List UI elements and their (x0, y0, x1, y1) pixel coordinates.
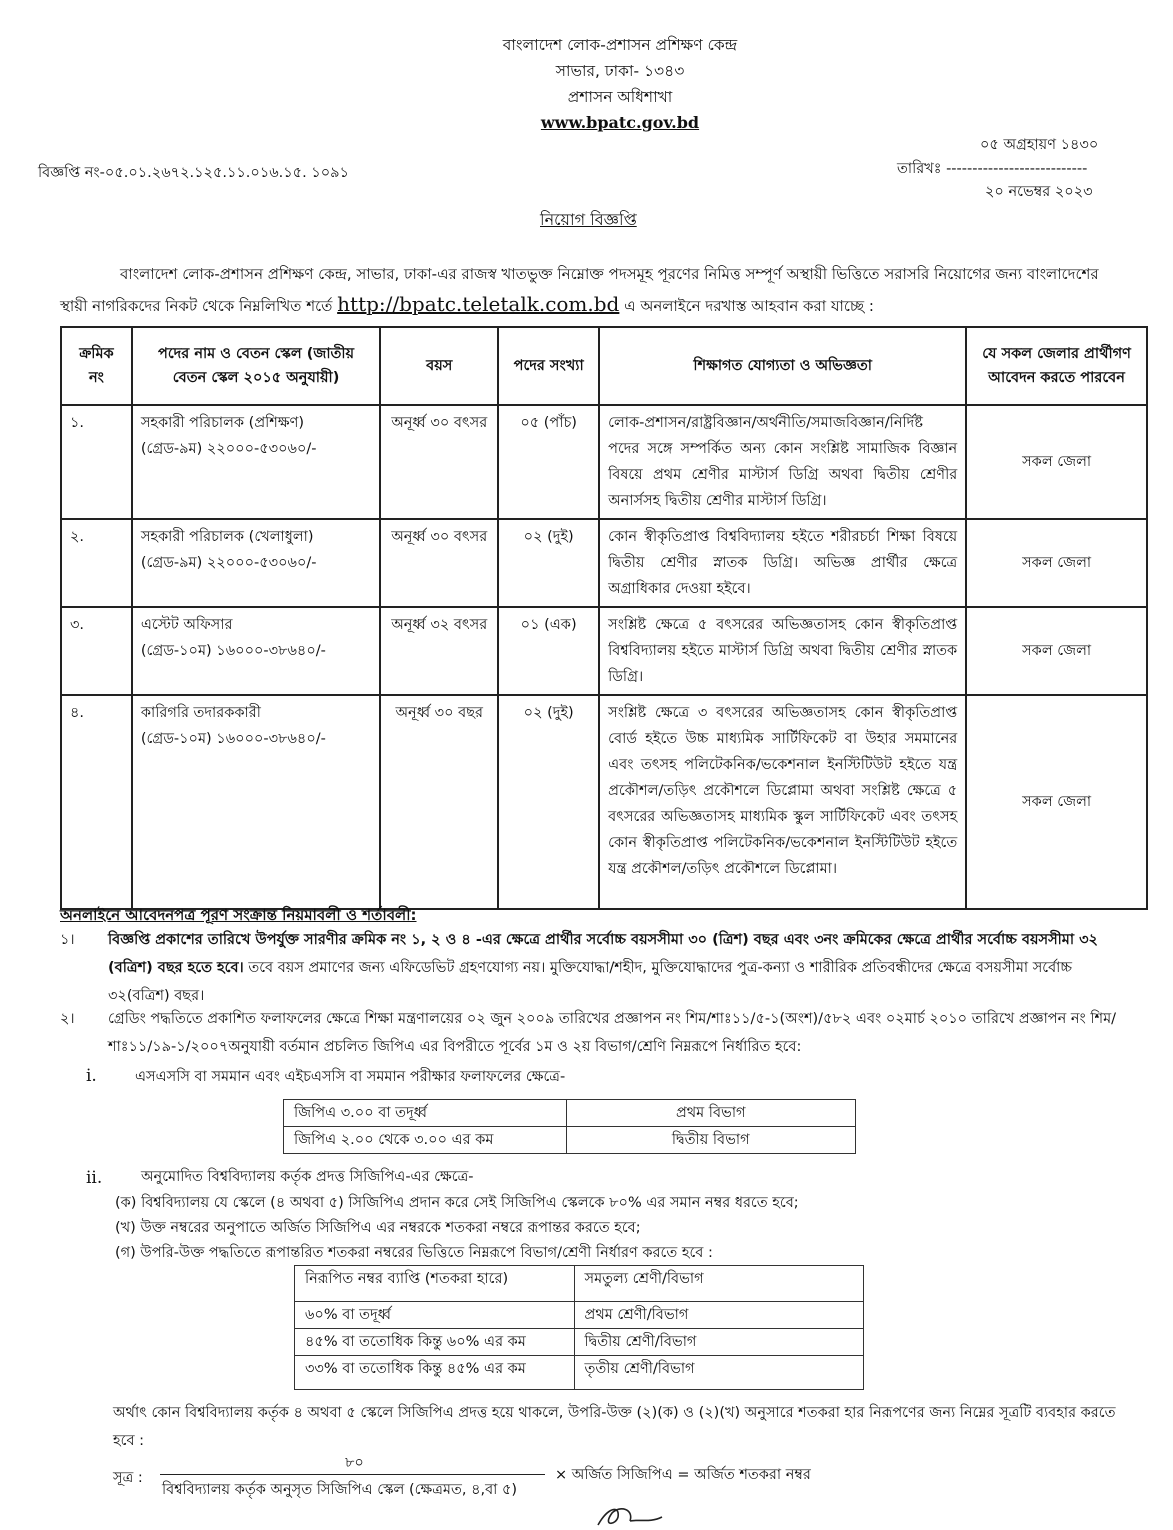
letterhead (0, 32, 1173, 136)
cgpa-range: ৩৩% বা ততোধিক কিন্তু ৪৫% এর কম (295, 1356, 575, 1390)
post-name: সহকারী পরিচালক (প্রশিক্ষণ) (140, 415, 305, 431)
row-post (132, 519, 380, 607)
table-row (61, 607, 1147, 695)
org-address: সাভার, ঢাকা- ১৩৪৩ (555, 62, 685, 80)
intro-text-end: এ অনলাইনে দরখাস্ত আহবান করা যাচ্ছে : (624, 297, 874, 315)
row-districts: সকল জেলা (966, 405, 1147, 519)
header-post: পদের নাম ও বেতন স্কেল (জাতীয় বেতন স্কেল ২০১৫ অনুযায়ী) (132, 327, 380, 405)
signature-mark (590, 1503, 670, 1529)
gpa-division: দ্বিতীয় বিভাগ (566, 1127, 856, 1154)
post-grade: (গ্রেড-১০ম) ১৬০০০-৩৮৬৪০/- (140, 731, 326, 747)
intro-text: বাংলাদেশ লোক-প্রশাসন প্রশিক্ষণ কেন্দ্র, সাভার, ঢাকা-এর রাজস্ব খাতভুক্ত নিম্নোক্ত পদসমূহ পূরণের নিমিত্ত সম্পূর্ণ অস্থায়ী ভিত্তিতে সরাসরি নিয়োগের জন্য বাংলাদেশের স্থায়ী নাগরিকদের নিকট থেকে নিম্নলিখিত শর্তে (60, 265, 1099, 315)
posts-table (60, 326, 1148, 910)
table-row (295, 1356, 864, 1390)
rule-1-bold: বিজ্ঞপ্তি প্রকাশের তারিখে উপর্যুক্ত সারণীর ক্রমিক নং ১, ২ ও ৪ -এর ক্ষেত্রে প্রার্থীর সর্বোচ্চ বয়সসীমা ৩০ (ত্রিশ) বছর এবং ৩নং ক্রমিকের ক্ষেত্রে প্রার্থীর সর্বোচ্চ বয়সসীমা ৩২ (বত্রিশ) বছর হতে হবে। (108, 932, 1098, 976)
table-row (61, 405, 1147, 519)
row-count: ০৫ (পাঁচ) (498, 405, 599, 519)
row-districts: সকল জেলা (966, 695, 1147, 909)
formula-fraction-bar (160, 1474, 545, 1475)
row-post (132, 695, 380, 909)
rules-title: অনলাইনে আবেদনপত্র পূরণ সংক্রান্ত নিয়মাবলী ও শর্তাবলী: (60, 906, 417, 924)
rule-1-rest: তবে বয়স প্রমাণের জন্য এফিডেভিট গ্রহণযোগ্য নয়। মুক্তিযোদ্ধা/শহীদ, মুক্তিযোদ্ধাদের পুত্র-কন্যা ও শারীরিক প্রতিবন্ধীদের ক্ষেত্রে বসয়সীমা সর্বোচ্চ ৩২(বত্রিশ) বছর। (108, 960, 1073, 1004)
intro-paragraph (60, 259, 1120, 321)
table-row (61, 695, 1147, 909)
row-serial: ১. (61, 405, 132, 519)
header-count: পদের সংখ্যা (498, 327, 599, 405)
sub-i-text: এসএসসি বা সমমান এবং এইচএসসি বা সমমান পরীক্ষার ফলাফলের ক্ষেত্রে- (135, 1069, 566, 1085)
row-serial: ৩. (61, 607, 132, 695)
sub-i-number: i. (86, 1066, 97, 1086)
date-english: ২০ নভেম্বর ২০২৩ (985, 184, 1093, 200)
row-serial: ৪. (61, 695, 132, 909)
row-qualification: সংশ্লিষ্ট ক্ষেত্রে ৫ বৎসরের অভিজ্ঞতাসহ কোন স্বীকৃতিপ্রাপ্ত বিশ্ববিদ্যালয় হইতে মাস্টার্স ডিগ্রি অথবা দ্বিতীয় শ্রেণীর স্নাতক ডিগ্রি। (599, 607, 966, 695)
cgpa-table (294, 1265, 864, 1390)
formula-rhs: × অর্জিত সিজিপিএ = অর্জিত শতকরা নম্বর (555, 1467, 811, 1483)
post-name: সহকারী পরিচালক (খেলাধুলা) (140, 529, 314, 545)
post-grade: (গ্রেড-৯ম) ২২০০০-৫৩০৬০/- (140, 555, 317, 571)
rule-2-number: ২। (60, 1011, 75, 1027)
table-header-row (295, 1266, 864, 1302)
website-link[interactable]: www.bpatc.gov.bd (540, 113, 700, 132)
sub-ii-ga: (গ) উপরি-উক্ত পদ্ধতিতে রূপান্তরিত শতকরা নম্বরের ভিত্তিতে নিম্নরূপে বিভাগ/শ্রেণী নির্ধারণ করতে হবে : (115, 1245, 713, 1261)
cgpa-header-class: সমতুল্য শ্রেণী/বিভাগ (574, 1266, 863, 1302)
formula-note: অর্থাৎ কোন বিশ্ববিদ্যালয় কর্তৃক ৪ অথবা ৫ স্কেলে সিজিপিএ প্রদত্ত হয়ে থাকলে, উপরি-উক্ত (২)(ক) ও (২)(খ) অনুসারে শতকরা হার নিরূপণের জন্য নিম্নের সূত্রটি ব্যবহার করতে হবে : (113, 1405, 1116, 1449)
sub-ii-ka: (ক) বিশ্ববিদ্যালয় যে স্কেলে (৪ অথবা ৫) সিজিপিএ প্রদান করে সেই সিজিপিএ স্কেলকে ৮০% এর সমান নম্বর ধরতে হবে; (115, 1195, 799, 1211)
gpa-division: প্রথম বিভাগ (566, 1100, 856, 1127)
row-post (132, 405, 380, 519)
post-name: এস্টেট অফিসার (140, 617, 233, 633)
row-age: অনূর্ধ্ব ৩০ বৎসর (380, 405, 498, 519)
gpa-range: জিপিএ ২.০০ থেকে ৩.০০ এর কম (284, 1127, 567, 1154)
row-count: ০২ (দুই) (498, 519, 599, 607)
row-count: ০১ (এক) (498, 607, 599, 695)
table-row (284, 1127, 856, 1154)
rule-2 (60, 1005, 1118, 1061)
row-age: অনূর্ধ্ব ৩২ বৎসর (380, 607, 498, 695)
memo-number: বিজ্ঞপ্তি নং-০৫.০১.২৬৭২.১২৫.১১.০১৬.১৫. ১০৯১ (38, 165, 349, 181)
cgpa-class: প্রথম শ্রেণী/বিভাগ (574, 1302, 863, 1329)
header-districts: যে সকল জেলার প্রার্থীগণ আবেদন করতে পারবেন (966, 327, 1147, 405)
cgpa-range: ৬০% বা তদূর্ধ্ব (295, 1302, 575, 1329)
notice-title: নিয়োগ বিজ্ঞপ্তি (540, 210, 637, 229)
table-row (295, 1302, 864, 1329)
application-link[interactable]: http://bpatc.teletalk.com.bd (337, 292, 620, 316)
table-row (284, 1100, 856, 1127)
rule-1 (60, 926, 1118, 1010)
post-grade: (গ্রেড-১০ম) ১৬০০০-৩৮৬৪০/- (140, 643, 326, 659)
sub-ii-text: অনুমোদিত বিশ্ববিদ্যালয় কর্তৃক প্রদত্ত সিজিপিএ-এর ক্ষেত্রে- (141, 1169, 474, 1185)
row-age: অনূর্ধ্ব ৩০ বৎসর (380, 519, 498, 607)
formula-denominator: বিশ্ববিদ্যালয় কর্তৃক অনুসৃত সিজিপিএ স্কেল (ক্ষেত্রমত, ৪,বা ৫) (162, 1482, 518, 1498)
post-grade: (গ্রেড-৯ম) ২২০০০-৫৩০৬০/- (140, 441, 317, 457)
row-count: ০২ (দুই) (498, 695, 599, 909)
header-qualification: শিক্ষাগত যোগ্যতা ও অভিজ্ঞতা (599, 327, 966, 405)
formula-numerator: ৮০ (345, 1455, 364, 1471)
table-row (295, 1329, 864, 1356)
row-serial: ২. (61, 519, 132, 607)
department-name: প্রশাসন অধিশাখা (567, 88, 673, 106)
row-districts: সকল জেলা (966, 519, 1147, 607)
row-qualification: লোক-প্রশাসন/রাষ্ট্রবিজ্ঞান/অর্থনীতি/সমাজবিজ্ঞান/নির্দিষ্ট পদের সঙ্গে সম্পর্কিত অন্য কোন সংশ্লিষ্ট সামাজিক বিজ্ঞান বিষয়ে প্রথম শ্রেণীর মাস্টার্স ডিগ্রি অথবা দ্বিতীয় শ্রেণীর অনার্সসহ দ্বিতীয় শ্রেণীর মাস্টার্স ডিগ্রি। (599, 405, 966, 519)
rule-1-number: ১। (60, 932, 75, 948)
org-name: বাংলাদেশ লোক-প্রশাসন প্রশিক্ষণ কেন্দ্র (502, 36, 738, 54)
gpa-range: জিপিএ ৩.০০ বা তদূর্ধ্ব (284, 1100, 567, 1127)
header-serial: ক্রমিক নং (61, 327, 132, 405)
cgpa-header-range: নিরূপিত নম্বর ব্যাপ্তি (শতকরা হারে) (295, 1266, 575, 1302)
sub-ii-kha: (খ) উক্ত নম্বরের অনুপাতে অর্জিত সিজিপিএ এর নম্বরকে শতকরা নম্বরে রূপান্তর করতে হবে; (115, 1220, 641, 1236)
header-age: বয়স (380, 327, 498, 405)
cgpa-class: দ্বিতীয় শ্রেণী/বিভাগ (574, 1329, 863, 1356)
formula-label: সূত্র : (113, 1470, 143, 1486)
gpa-table (283, 1099, 856, 1154)
cgpa-class: তৃতীয় শ্রেণী/বিভাগ (574, 1356, 863, 1390)
row-qualification: সংশ্লিষ্ট ক্ষেত্রে ৩ বৎসরের অভিজ্ঞতাসহ কোন স্বীকৃতিপ্রাপ্ত বোর্ড হইতে উচ্চ মাধ্যমিক সার্টিফিকেট বা উহার সমমানের এবং তৎসহ পলিটেকনিক/ভকেশনাল ইনস্টিটিউট হইতে যন্ত্র প্রকৌশল/তড়িৎ প্রকৌশলে ডিপ্লোমা অথবা সংশ্লিষ্ট ক্ষেত্রে ৫ বৎসরের অভিজ্ঞতাসহ মাধ্যমিক স্কুল সার্টিফিকেট এবং তৎসহ কোন স্বীকৃতিপ্রাপ্ত পলিটেকনিক/ভকেশনাল ইনস্টিটিউট হইতে যন্ত্র প্রকৌশল/তড়িৎ প্রকৌশলে ডিপ্লোমা। (599, 695, 966, 909)
table-row (61, 519, 1147, 607)
row-qualification: কোন স্বীকৃতিপ্রাপ্ত বিশ্ববিদ্যালয় হইতে শরীরচর্চা শিক্ষা বিষয়ে দ্বিতীয় শ্রেণীর স্নাতক ডিগ্রি। অভিজ্ঞ প্রার্থীর ক্ষেত্রে অগ্রাধিকার দেওয়া হইবে। (599, 519, 966, 607)
sub-ii-number: ii. (86, 1168, 103, 1188)
row-districts: সকল জেলা (966, 607, 1147, 695)
row-age: অনূর্ধ্ব ৩০ বছর (380, 695, 498, 909)
row-post (132, 607, 380, 695)
rule-2-text: গ্রেডিং পদ্ধতিতে প্রকাশিত ফলাফলের ক্ষেত্রে শিক্ষা মন্ত্রণালয়ের ০২ জুন ২০০৯ তারিখের প্রজ্ঞাপন নং শিম/শাঃ১১/৫-১(অংশ)/৫৮২ এবং ০২মার্চ ২০১০ তারিখে প্রজ্ঞাপন নং শিম/শাঃ১১/১৯-১/২০০৭অনুযায়ী বর্তমান প্রচলিত জিপিএ এর বিপরীতে পূর্বের ১ম ও ২য় বিভাগ/শ্রেণি নিম্নরূপে নির্ধারিত হবে: (108, 1011, 1117, 1055)
cgpa-range: ৪৫% বা ততোধিক কিন্তু ৬০% এর কম (295, 1329, 575, 1356)
date-label: তারিখঃ --------------------------- (897, 161, 1088, 177)
post-name: কারিগরি তদারককারী (140, 705, 261, 721)
date-bangla: ০৫ অগ্রহায়ণ ১৪৩০ (980, 137, 1099, 153)
